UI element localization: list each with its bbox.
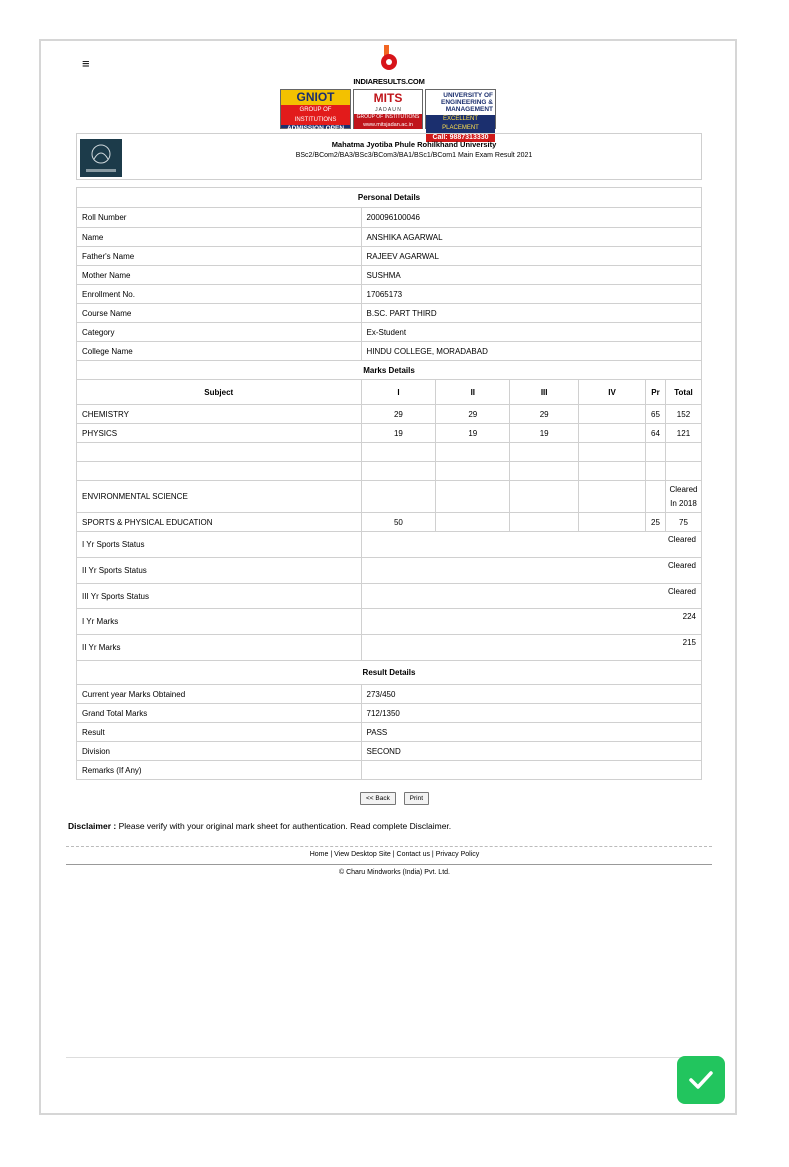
status-value: Cleared	[361, 584, 702, 609]
col-paper-2: II	[436, 380, 510, 405]
college-name-value: HINDU COLLEGE, MORADABAD	[361, 342, 702, 361]
site-logo[interactable]	[348, 45, 430, 86]
mark-cell: 19	[361, 424, 436, 443]
personal-row	[77, 228, 702, 247]
ad-banner-strip	[280, 89, 496, 141]
marks-header-row	[77, 380, 702, 405]
result-row	[77, 723, 702, 742]
status-row	[77, 532, 702, 558]
table-row	[77, 424, 702, 443]
table-row	[77, 513, 702, 532]
status-label: II Yr Sports Status	[77, 558, 362, 584]
result-label: Remarks (If Any)	[77, 761, 362, 780]
env-status-line2: In 2018	[670, 498, 697, 508]
mark-cell	[579, 405, 646, 424]
divider	[66, 846, 712, 847]
result-label: Grand Total Marks	[77, 704, 362, 723]
footer-links	[0, 851, 789, 858]
personal-label: Enrollment No.	[77, 285, 362, 304]
col-paper-4: IV	[579, 380, 646, 405]
ad-uem[interactable]	[425, 89, 496, 141]
mark-cell: 65	[645, 405, 665, 424]
status-row	[77, 609, 702, 635]
result-row	[77, 704, 702, 723]
father-name-value: RAJEEV AGARWAL	[361, 247, 702, 266]
divider	[66, 1057, 712, 1058]
result-row	[77, 742, 702, 761]
status-label: I Yr Marks	[77, 609, 362, 635]
logo-mark-icon	[378, 45, 400, 71]
personal-label: Name	[77, 228, 362, 247]
mark-cell	[579, 424, 646, 443]
ad-gniot-phone: 18002746969	[291, 131, 340, 140]
back-button[interactable]: << Back	[360, 792, 396, 805]
print-button[interactable]: Print	[404, 792, 429, 805]
total-cell: 121	[665, 424, 701, 443]
result-label: Result	[77, 723, 362, 742]
ad-mits-url: www.mitsjadan.ac.in	[354, 121, 422, 129]
footer-link-home[interactable]: Home	[309, 851, 329, 858]
remarks-value	[361, 761, 702, 780]
result-value: PASS	[361, 723, 702, 742]
personal-row	[77, 342, 702, 361]
result-row	[77, 685, 702, 704]
status-row	[77, 558, 702, 584]
personal-row	[77, 323, 702, 342]
empty-row	[77, 462, 702, 481]
personal-row	[77, 247, 702, 266]
footer-link-privacy[interactable]: Privacy Policy	[435, 851, 480, 858]
col-subject: Subject	[77, 380, 362, 405]
total-cell: 75	[665, 513, 701, 532]
action-buttons	[0, 792, 789, 805]
ad-uem-line1: EXCELLENT PLACEMENT	[426, 115, 495, 133]
personal-label: Course Name	[77, 304, 362, 323]
disclaimer-text[interactable]: Please verify with your original mark sheet for authentication. Read complete Disclaimer.	[116, 821, 452, 831]
divider	[66, 864, 712, 865]
exam-title: BSc2/BCom2/BA3/BSc3/BCom3/BA1/BSc1/BCom1 Main Exam Result 2021	[295, 152, 533, 159]
mark-cell: 19	[510, 424, 579, 443]
status-label: I Yr Sports Status	[77, 532, 362, 558]
category-value: Ex-Student	[361, 323, 702, 342]
grand-total-value: 712/1350	[361, 704, 702, 723]
personal-label: Roll Number	[77, 208, 362, 228]
col-practical: Pr	[645, 380, 665, 405]
result-label: Division	[77, 742, 362, 761]
ad-uem-phone: Call: 9887313330	[426, 133, 495, 142]
mark-cell: 64	[645, 424, 665, 443]
mark-cell: 50	[361, 513, 436, 532]
mark-cell: 29	[361, 405, 436, 424]
subject-name: PHYSICS	[77, 424, 362, 443]
result-row	[77, 761, 702, 780]
ad-gniot[interactable]	[280, 89, 351, 140]
footer-link-contact[interactable]: Contact us	[396, 851, 430, 858]
result-label: Current year Marks Obtained	[77, 685, 362, 704]
env-status-line1: Cleared	[669, 484, 698, 494]
enrollment-value: 17065173	[361, 285, 702, 304]
env-status	[665, 481, 701, 513]
course-name-value: B.SC. PART THIRD	[361, 304, 702, 323]
subject-name: ENVIRONMENTAL SCIENCE	[77, 481, 362, 513]
status-label: II Yr Marks	[77, 635, 362, 661]
ad-mits-subtitle: J A D A U N	[375, 107, 401, 113]
ad-mits-line1: GROUP OF INSTITUTIONS	[354, 114, 422, 121]
mark-cell: 25	[645, 513, 665, 532]
name-value: ANSHIKA AGARWAL	[361, 228, 702, 247]
status-row	[77, 635, 702, 661]
ad-gniot-line1: ADMISSION OPEN	[286, 125, 345, 132]
footer-separator: |	[328, 851, 335, 858]
personal-row	[77, 304, 702, 323]
personal-label: Father's Name	[77, 247, 362, 266]
personal-row	[77, 285, 702, 304]
status-row	[77, 584, 702, 609]
col-paper-3: III	[510, 380, 579, 405]
mark-cell: 19	[436, 424, 510, 443]
copyright: © Charu Mindworks (India) Pvt. Ltd.	[339, 869, 450, 876]
personal-label: Category	[77, 323, 362, 342]
roll-number-value: 200096100046	[361, 208, 702, 228]
disclaimer	[68, 821, 451, 831]
mark-cell: 29	[436, 405, 510, 424]
footer-link-desktop[interactable]: View Desktop Site	[334, 851, 391, 858]
col-total: Total	[665, 380, 701, 405]
personal-row	[77, 208, 702, 228]
col-paper-1: I	[361, 380, 436, 405]
personal-details-heading: Personal Details	[77, 188, 702, 208]
status-value: 224	[361, 609, 702, 635]
mother-name-value: SUSHMA	[361, 266, 702, 285]
current-marks-value: 273/450	[361, 685, 702, 704]
checkmark-icon[interactable]	[677, 1056, 725, 1104]
status-value: 215	[361, 635, 702, 661]
ad-mits-title: MITS	[373, 91, 403, 105]
result-table	[76, 187, 702, 780]
ad-gniot-subtitle: GROUP OF INSTITUTIONS	[281, 105, 350, 125]
status-value: Cleared	[361, 558, 702, 584]
site-brand-name: INDIARESULTS.COM	[353, 77, 425, 86]
division-value: SECOND	[361, 742, 702, 761]
marks-details-heading: Marks Details	[77, 361, 702, 380]
ad-mits[interactable]	[353, 89, 423, 129]
status-label: III Yr Sports Status	[77, 584, 362, 609]
personal-label: College Name	[77, 342, 362, 361]
table-row	[77, 405, 702, 424]
subject-name: CHEMISTRY	[77, 405, 362, 424]
mark-cell: 29	[510, 405, 579, 424]
ad-gniot-title: GNIOT	[281, 90, 350, 105]
personal-row	[77, 266, 702, 285]
subject-name: SPORTS & PHYSICAL EDUCATION	[77, 513, 362, 532]
university-name: Mahatma Jyotiba Phule Rohilkhand University	[331, 140, 497, 149]
ad-uem-title: UNIVERSITY OF ENGINEERING & MANAGEMENT	[440, 92, 493, 113]
status-value: Cleared	[361, 532, 702, 558]
result-details-heading: Result Details	[77, 661, 702, 685]
disclaimer-label: Disclaimer :	[68, 821, 117, 831]
table-row	[77, 481, 702, 513]
personal-label: Mother Name	[77, 266, 362, 285]
hamburger-menu-icon[interactable]: ≡	[82, 56, 90, 71]
empty-row	[77, 443, 702, 462]
footer-separator: |	[429, 851, 436, 858]
total-cell: 152	[665, 405, 701, 424]
footer-separator: |	[390, 851, 397, 858]
university-header	[76, 133, 702, 180]
